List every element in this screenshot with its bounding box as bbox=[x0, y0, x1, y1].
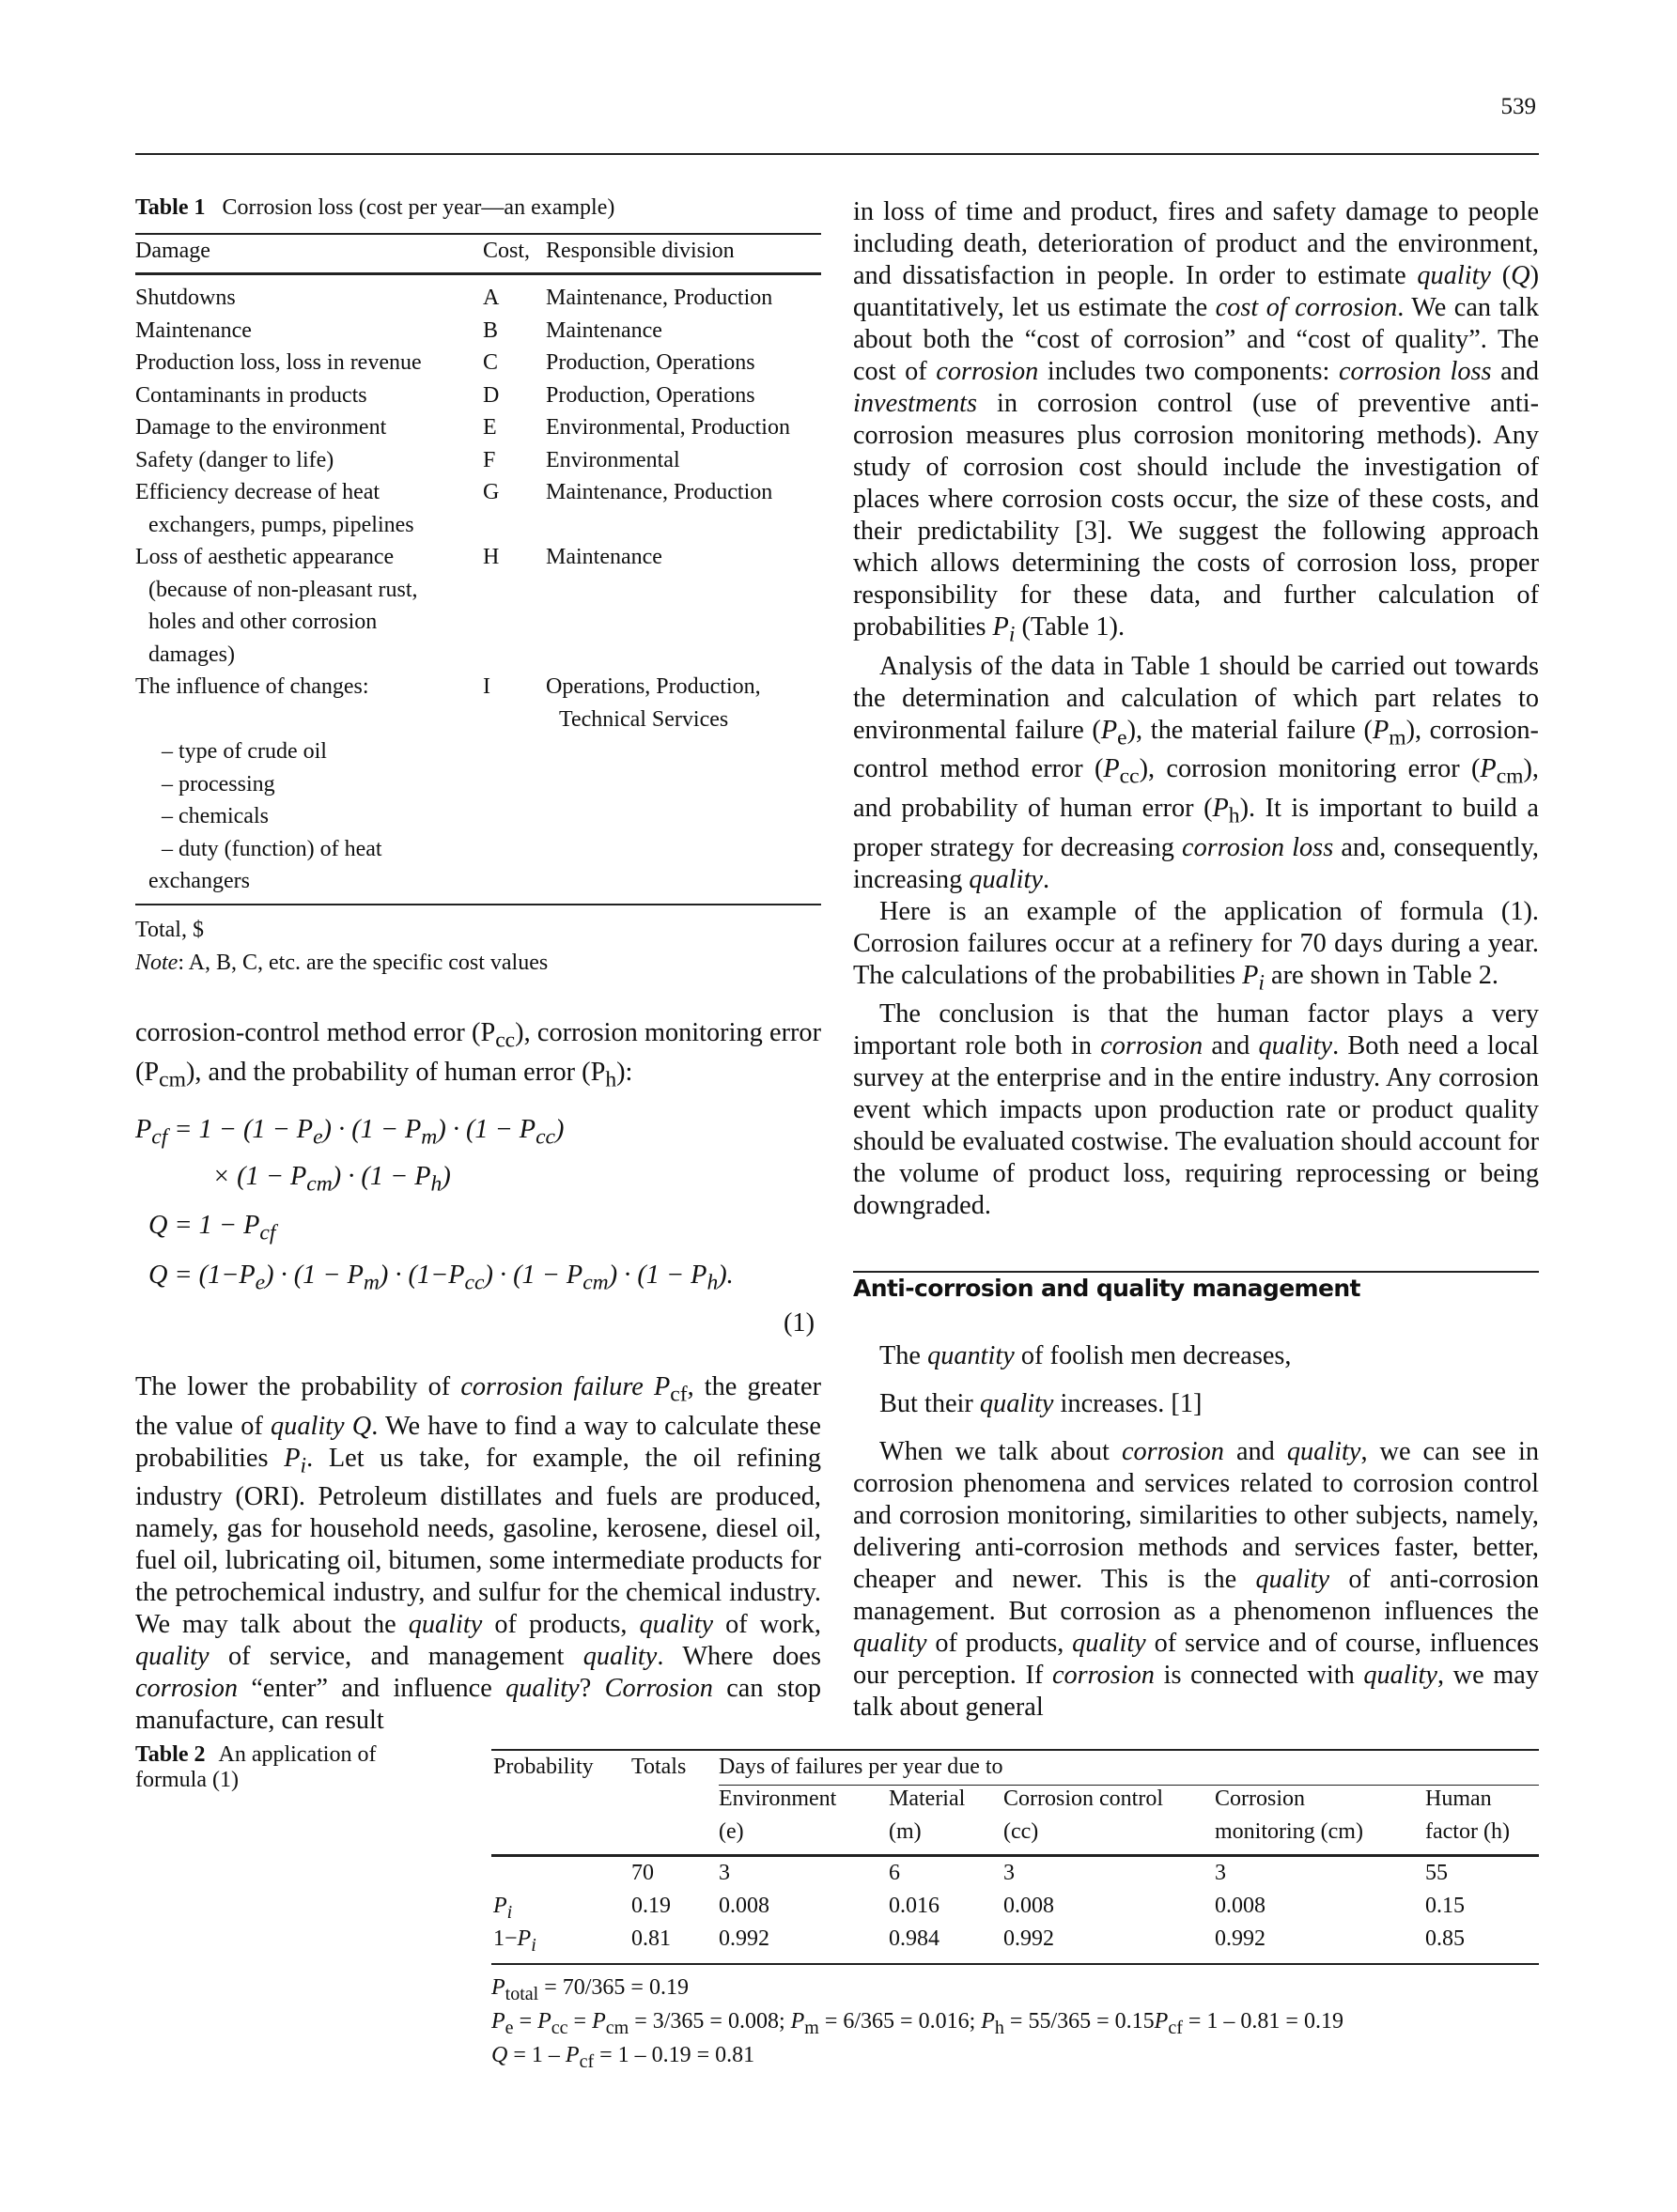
table2-subheader: Corrosion control bbox=[1003, 1787, 1163, 1811]
table2-footnote-2: $P_e = P_{cc} = P_{cm} = 3/365 = 0.008$; $P_m = 6/365 = 0.016$; $P_h = 55/365 = 0.15P_{cf} = 1 - 0.81 = 0.19$ bbox=[491, 2009, 1343, 2038]
table1-sublist-item: – chemicals bbox=[162, 804, 269, 828]
left-intro: corrosion-control method error $(P_{cc})$, corrosion monitoring error $(P_{cm})$, and the probability of human error $(P_h)$: bbox=[135, 1018, 821, 1092]
left-paragraph: The lower the probability of corrosion failure $P_{cf}$, the greater the value of quality Q. We have to find a way to calculate these probabilities $P_i$. Let us take, for example, the oil refining industry (ORI). Petroleum distillates and fuels are produced, namely, gas for household needs, gasoline, kerosene, diesel oil, fuel oil, lubricating oil, bitumen, some intermediate products for the petrochemical industry, and sulfur for the chemical industry. We may talk about the quality of products, quality of work, quality of service, and management quality. Where does corrosion “enter” and influence quality? Corrosion can stop manufacture, can result bbox=[135, 1372, 822, 1736]
table2-cell: 0.992 bbox=[1215, 1926, 1266, 1951]
equation-pcf-line2: × $(1 - P_{cm}) \cdot (1 - P_h)$ bbox=[212, 1162, 451, 1197]
table1-sublist-item: – processing bbox=[162, 771, 275, 797]
table1-division-line: Maintenance, Production bbox=[546, 286, 773, 310]
table1-damage-line: Shutdowns bbox=[135, 286, 236, 310]
table2-header-rule bbox=[491, 1854, 1539, 1857]
table1-cost-cell: F bbox=[483, 447, 496, 472]
table1-note bbox=[135, 947, 548, 980]
table1-damage-line: Maintenance bbox=[135, 317, 252, 343]
table2-cell: 0.016 bbox=[889, 1894, 939, 1918]
table1-damage-line: Efficiency decrease of heat bbox=[135, 480, 380, 504]
table2-subheader-unit: monitoring (cm) bbox=[1215, 1819, 1363, 1844]
section-rule bbox=[853, 1271, 1539, 1273]
right-paragraph-2: Analysis of the data in Table 1 should be carried out towards the determination and calculation of which part relates to environmental failure $(P_e)$, the material failure $(P_m)$, corrosion-control method error $(P_{cc})$, corrosion monitoring error $(P_{cm})$, and probability of human error $(P_h)$. It is important to build a proper strategy for decreasing corrosion loss and, consequently, increasing quality. bbox=[853, 651, 1539, 894]
table1-damage-line: holes and other corrosion bbox=[148, 610, 378, 634]
table1-total: Total, $ bbox=[135, 918, 204, 942]
table2-label: Table 2 bbox=[135, 1742, 206, 1767]
poem-line-1: The quantity of foolish men decreases, bbox=[879, 1341, 1292, 1370]
table2-row-total: 0.19 bbox=[631, 1894, 671, 1918]
table1-damage-cell bbox=[135, 476, 455, 541]
table2-bottom-rule bbox=[491, 1963, 1539, 1965]
table1-division-cell bbox=[546, 379, 828, 412]
table1-division-line: Production, Operations bbox=[546, 350, 755, 375]
table2-caption bbox=[135, 1742, 445, 1793]
table1-bottom-rule bbox=[135, 904, 821, 905]
table1-division-line: Environmental, Production bbox=[546, 415, 790, 440]
table2-subheader: Corrosion bbox=[1215, 1787, 1305, 1811]
table1-note-label: Note bbox=[135, 951, 179, 975]
table2-row-label: $1-P_i$ bbox=[493, 1926, 536, 1956]
table1-sublist-item: – type of crude oil bbox=[162, 739, 327, 764]
equation-q-expanded: $Q = (1-P_e) \cdot (1 - P_m) \cdot (1-P_{cc}) \cdot (1 - P_{cm}) \cdot (1 - P_h)$. bbox=[148, 1261, 734, 1295]
table1-division-line: Environmental bbox=[546, 447, 680, 472]
table2-cell: 0.15 bbox=[1425, 1894, 1465, 1918]
equation-number: (1) bbox=[784, 1308, 815, 1338]
table2-cell: 0.992 bbox=[1003, 1926, 1054, 1951]
poem-line-2: But their quality increases. [1] bbox=[879, 1389, 1203, 1418]
equation-pcf-line1: $P_{cf} = 1 - (1 - P_e) \cdot (1 - P_m) \cdot (1 - P_{cc})$ bbox=[135, 1115, 565, 1150]
table2-subheader-unit: (cc) bbox=[1003, 1819, 1039, 1844]
table1-sublist-item: exchangers bbox=[148, 869, 250, 893]
table1-damage-cell bbox=[135, 444, 455, 477]
table1-note-text: : A, B, C, etc. are the specific cost values bbox=[178, 951, 549, 975]
table2-subheader-rule bbox=[719, 1785, 1539, 1786]
right-paragraph-5-text: When we talk about corrosion and quality, we can see in corrosion phenomena and services related to corrosion control and corrosion monitoring, similarities to other subjects, namely, delivering anti-corrosion methods and services faster, better, cheaper and newer. This is the quality of anti-corrosion management. But corrosion as a phenomenon influences the quality of products, quality of service and of course, influences our perception. If corrosion is connected with quality, we may talk about general bbox=[853, 1437, 1540, 1722]
table1-division-cell bbox=[546, 282, 828, 315]
table1-division-cell bbox=[546, 444, 828, 477]
table2-subheader: Human bbox=[1425, 1787, 1492, 1811]
table1-sublist-item: – duty (function) of heat bbox=[162, 836, 382, 861]
table1-division-line: Technical Services bbox=[559, 706, 729, 732]
table2-header-probability: Probability bbox=[493, 1755, 594, 1779]
header-rule bbox=[135, 153, 1539, 155]
page-number: 539 bbox=[1500, 94, 1536, 119]
right-paragraph-5 bbox=[853, 1436, 1539, 1724]
table1-damage-line: (because of non-pleasant rust, bbox=[148, 577, 418, 602]
table2-cell: 0.85 bbox=[1425, 1926, 1465, 1951]
table2-cell: 6 bbox=[889, 1861, 900, 1885]
table1-cost-cell: H bbox=[483, 545, 500, 569]
table1-cost-cell: C bbox=[483, 350, 499, 375]
table2-subheader-unit: (e) bbox=[719, 1819, 744, 1844]
table1-damage-cell bbox=[135, 347, 455, 379]
table1-division-line: Production, Operations bbox=[546, 382, 755, 408]
right-paragraph-4: The conclusion is that the human factor plays a very important role both in corrosion and quality. Both need a local survey at the enterprise and in the entire industry. Any corrosion event which impacts upon production rate or product quality should be evaluated costwise. The evaluation should account for the volume of product loss, requiring reprocessing or being downgraded. bbox=[853, 999, 1539, 1221]
table1-division-cell bbox=[546, 347, 828, 379]
table1-cost-cell: A bbox=[483, 286, 500, 310]
table1-cost-cell: E bbox=[483, 415, 497, 440]
table1-damage-cell bbox=[135, 671, 455, 704]
table2-cell: 0.984 bbox=[889, 1926, 939, 1951]
table2-subheader-unit: (m) bbox=[889, 1819, 922, 1844]
right-column-text bbox=[853, 196, 1539, 1222]
table1-label: Table 1 bbox=[135, 195, 206, 220]
table2-cell: 0.008 bbox=[1003, 1894, 1054, 1918]
table1-damage-line: The influence of changes: bbox=[135, 674, 369, 699]
table1-division-line: Maintenance, Production bbox=[546, 480, 773, 504]
table1-division-cell bbox=[546, 315, 828, 348]
table2-cell: 55 bbox=[1425, 1861, 1448, 1885]
table2-header-totals: Totals bbox=[631, 1755, 687, 1779]
table2-cell: 0.008 bbox=[719, 1894, 769, 1918]
right-paragraph-3: Here is an example of the application of formula (1). Corrosion failures occur at a refinery for 70 days during a year. The calculations of the probabilities $P_i$ are shown in Table 2. bbox=[853, 896, 1539, 996]
table1-division-cell bbox=[546, 411, 828, 444]
table1-header-damage: Damage bbox=[135, 239, 210, 263]
table1-header-division: Responsible division bbox=[546, 239, 735, 263]
table2-cell: 3 bbox=[1215, 1861, 1226, 1885]
table2-cell: 3 bbox=[719, 1861, 730, 1885]
table2-subheader: Environment bbox=[719, 1787, 837, 1811]
table2-subheader: Material bbox=[889, 1787, 966, 1811]
table1-damage-line: Loss of aesthetic appearance bbox=[135, 545, 395, 569]
table1-title: Corrosion loss (cost per year—an example) bbox=[222, 195, 615, 220]
table1-division-cell bbox=[546, 671, 828, 735]
table1-division-line: Operations, Production, bbox=[546, 674, 761, 699]
table1-header-rule bbox=[135, 272, 821, 275]
table1-damage-cell bbox=[135, 315, 455, 348]
table1-damage-line: Damage to the environment bbox=[135, 415, 387, 440]
table2-row-label: $P_i$ bbox=[493, 1894, 513, 1923]
table1-division-line: Maintenance bbox=[546, 317, 662, 343]
table1-damage-cell bbox=[135, 411, 455, 444]
table2-footnote-1: $P_{total} = 70/365 = 0.19$ bbox=[491, 1975, 689, 2004]
table2-row-total: 0.81 bbox=[631, 1926, 671, 1951]
table2-row-total: 70 bbox=[631, 1861, 654, 1885]
table1-damage-line: Production loss, loss in revenue bbox=[135, 350, 422, 375]
table1-damage-cell bbox=[135, 541, 455, 671]
table2-cell: 0.992 bbox=[719, 1926, 769, 1951]
table1-header-cost: Cost, bbox=[483, 239, 531, 263]
table2-top-rule bbox=[491, 1749, 1539, 1751]
table1-damage-cell bbox=[135, 379, 455, 412]
table1-damage-line: Contaminants in products bbox=[135, 382, 367, 408]
table1-cost-cell: G bbox=[483, 480, 500, 504]
equation-q: $Q = 1 - P_{cf}$ bbox=[148, 1211, 276, 1245]
table1-damage-line: Safety (danger to life) bbox=[135, 447, 334, 472]
table1-damage-line: exchangers, pumps, pipelines bbox=[148, 512, 414, 537]
table1-damage-cell bbox=[135, 282, 455, 315]
table1-cost-cell: B bbox=[483, 317, 499, 343]
table2-title: An application of formula (1) bbox=[135, 1742, 377, 1792]
table2-footnote-3: $Q = 1 - P_{cf} = 1 - 0.19 = 0.81$ bbox=[491, 2043, 755, 2072]
right-paragraph-1: in loss of time and product, fires and safety damage to people including death, deterioration of product and the environment, and dissatisfaction in people. In order to estimate quality (Q) quantitatively, let us estimate the cost of corrosion. We can talk about both the “cost of corrosion” and “cost of quality”. The cost of corrosion includes two components: corrosion loss and investments in corrosion control (use of preventive anti-corrosion measures plus corrosion monitoring methods). Any study of corrosion cost should include the investigation of places where corrosion costs occur, the size of these costs, and their predictability [3]. We suggest the following approach which allows determining the costs of corrosion loss, proper responsibility for these data, and further calculation of probabilities $P_i$ (Table 1). bbox=[853, 197, 1539, 647]
table1-division-line: Maintenance bbox=[546, 545, 662, 569]
table2-cell: 3 bbox=[1003, 1861, 1015, 1885]
table1-division-cell bbox=[546, 541, 828, 574]
table2-subheader-unit: factor (h) bbox=[1425, 1819, 1510, 1844]
section-title: Anti-corrosion and quality management bbox=[853, 1275, 1360, 1302]
table2-cell: 0.008 bbox=[1215, 1894, 1266, 1918]
table2-header-days: Days of failures per year due to bbox=[719, 1755, 1003, 1779]
table1-caption bbox=[135, 195, 614, 221]
table1-damage-line: damages) bbox=[148, 642, 235, 667]
table1-cost-cell: D bbox=[483, 382, 500, 408]
table1-division-cell bbox=[546, 476, 828, 509]
table1-cost-cell: I bbox=[483, 674, 490, 699]
